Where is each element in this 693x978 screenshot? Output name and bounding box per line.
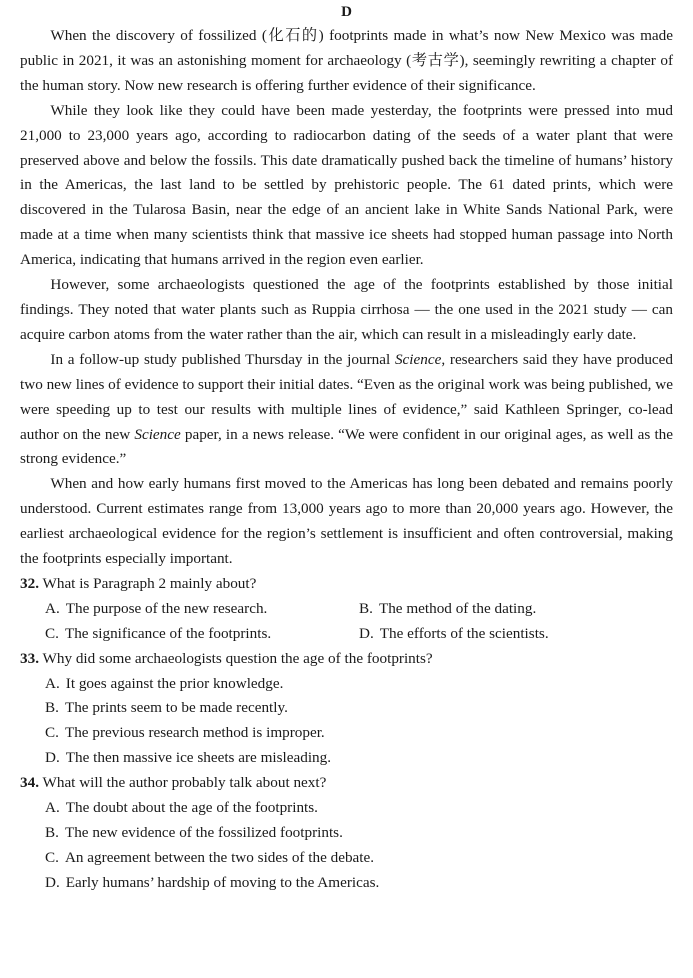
option-letter: D.: [359, 624, 374, 642]
option-text: The previous research method is improper.: [64, 724, 325, 742]
option-text: The doubt about the age of the footprints.: [65, 799, 318, 817]
paragraph-4-part-a: In a follow-up study published Thursday in the journal: [50, 350, 395, 368]
option-text: The significance of the footprints.: [64, 624, 272, 642]
question-33-options: [20, 672, 673, 772]
option-letter: C.: [45, 848, 59, 866]
question-text: What will the author probably talk about next?: [42, 774, 327, 792]
option-letter: D.: [45, 749, 60, 767]
reading-passage-page: [20, 0, 673, 896]
option-text: The purpose of the new research.: [65, 599, 268, 617]
paragraph-1: When the discovery of fossilized (化石的) footprints made in what’s now New Mexico was made public in 2021, it was an astonishing moment for archaeology (考古学), seemingly rewriting a chapter of the human story. Now new research is offering further evidence of their significance.: [20, 27, 673, 94]
option-text: Early humans’ hardship of moving to the Americas.: [65, 873, 380, 891]
option-letter: C.: [45, 624, 59, 642]
option-letter: C.: [45, 724, 59, 742]
paragraph-4: [20, 348, 673, 473]
option-text: The method of the dating.: [378, 599, 537, 617]
journal-name-2: Science: [134, 425, 181, 443]
question-text: What is Paragraph 2 mainly about?: [42, 574, 257, 592]
question-34: [20, 771, 673, 796]
question-number: 32.: [20, 574, 39, 592]
option-text: The efforts of the scientists.: [379, 624, 549, 642]
option-letter: B.: [45, 824, 59, 841]
option: [45, 597, 359, 622]
paragraph-3: However, some archaeologists questioned the age of the footprints established by those initial findings. They noted that water plants such as Ruppia cirrhosa — the one used in the 2021 study — can acquire carbon atoms from the water rather than the air, which can result in a misleadingly early date.: [20, 276, 673, 343]
option-letter: A.: [45, 599, 60, 617]
paragraph-4-part-c: paper, in a news release. “We were confident in our original ages, as well as the strong evidence.”: [20, 425, 674, 468]
option-letter: B.: [359, 599, 373, 617]
paragraph-2: While they look like they could have been made yesterday, the footprints were pressed into mud 21,000 to 23,000 years ago, according to radiocarbon dating of the seeds of a water plant that were preserved above and below the fossils. This date dramatically pushed back the timeline of humans’ history in the Americas, the last land to be settled by prehistoric people. The 61 dated prints, which were discovered in the Tularosa Basin, near the edge of an ancient lake in White Sands National Park, were made at a time when many scientists think that massive ice sheets had stopped human passage into North America, indicating that humans arrived in the region even earlier.: [20, 101, 673, 269]
question-32: [20, 572, 673, 597]
option: [45, 821, 673, 846]
option: [359, 622, 679, 647]
option: [45, 871, 673, 896]
question-text: Why did some archaeologists question the age of the footprints?: [42, 649, 433, 667]
journal-name: Science: [394, 350, 442, 368]
option-text: An agreement between the two sides of the debate.: [64, 848, 375, 866]
question-number: 34.: [20, 774, 39, 792]
option: [45, 622, 359, 647]
question-33: [20, 647, 673, 672]
option-letter: A.: [45, 799, 60, 817]
option-letter: A.: [45, 674, 60, 692]
option: [45, 721, 673, 746]
question-34-options: [20, 796, 673, 896]
option: [45, 746, 673, 771]
section-label: D: [341, 4, 352, 20]
option-text: The prints seem to be made recently.: [64, 699, 288, 717]
option-text: It goes against the prior knowledge.: [65, 674, 284, 692]
option-letter: D.: [45, 873, 60, 891]
question-32-options: [20, 597, 673, 647]
option-text: The then massive ice sheets are misleading.: [65, 749, 332, 767]
question-number: 33.: [20, 649, 39, 667]
option: [45, 846, 673, 871]
option: [45, 696, 673, 721]
option-text: The new evidence of the fossilized footprints.: [64, 824, 343, 841]
option: [45, 672, 673, 697]
paragraph-5: When and how early humans first moved to the Americas has long been debated and remains poorly understood. Current estimates range from 13,000 years ago to more than 20,000 years ago. However, the earliest archaeological evidence for the region’s settlement is insufficient and often controversial, making the footprints especially important.: [20, 475, 673, 568]
option: [359, 597, 679, 622]
option: [45, 796, 673, 821]
paragraph-4-part-b: , researchers said they have produced two new lines of evidence to support their initial dates. “Even as the original work was being published, we were speeding up to test our results with multiple lines of evidence,” said Kathleen Springer, co-lead author on the new: [20, 350, 673, 443]
option-letter: B.: [45, 699, 59, 717]
